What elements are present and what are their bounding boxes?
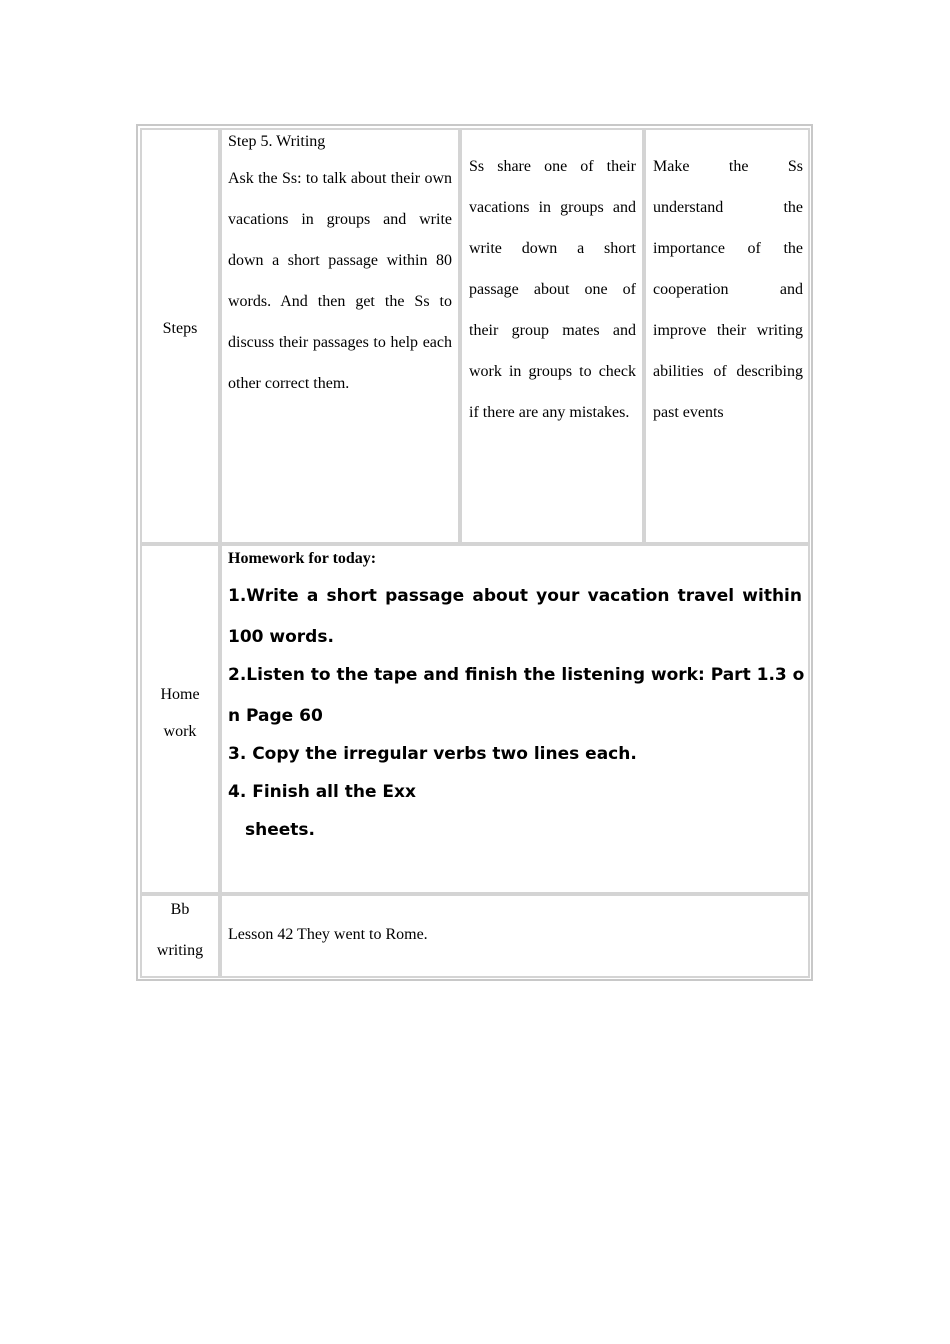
- purpose-text: Make the Ss understand the importance of the cooperation and improve their writing abilities of describing past events: [653, 158, 803, 421]
- homework-item-4-line2: sheets.: [245, 820, 315, 840]
- bb-writing-text: Lesson 42 They went to Rome.: [228, 926, 428, 943]
- homework-label-cell: [140, 544, 220, 894]
- bb-label-line1: Bb: [170, 901, 190, 918]
- homework-item-1-line1: 1.Write a short passage about your vacation travel within: [228, 586, 802, 606]
- homework-item-4-line1: 4. Finish all the Exx: [228, 782, 416, 802]
- homework-item-2-line1: 2.Listen to the tape and finish the listening work: Part 1.3 o: [228, 665, 805, 685]
- homework-heading: Homework for today:: [228, 550, 377, 567]
- homework-label-line2: work: [163, 723, 197, 740]
- homework-item-2-line2: n Page 60: [228, 706, 323, 726]
- bb-label-line2: writing: [156, 942, 204, 959]
- steps-label: Steps: [162, 320, 198, 337]
- homework-item-1-line2: 100 words.: [228, 627, 334, 647]
- homework-label-line1: Home: [160, 686, 200, 703]
- homework-item-3: 3. Copy the irregular verbs two lines each.: [228, 744, 637, 764]
- activity-title: Step 5. Writing: [228, 133, 326, 150]
- students-activity-text: Ss share one of their vacations in groups and write down a short passage about one of their group mates and work in groups to check if there are any mistakes.: [469, 158, 636, 421]
- activity-text: Ask the Ss: to talk about their own vacations in groups and write down a short passage within 80 words. And then get the Ss to discuss their passages to help each other correct them.: [228, 170, 452, 392]
